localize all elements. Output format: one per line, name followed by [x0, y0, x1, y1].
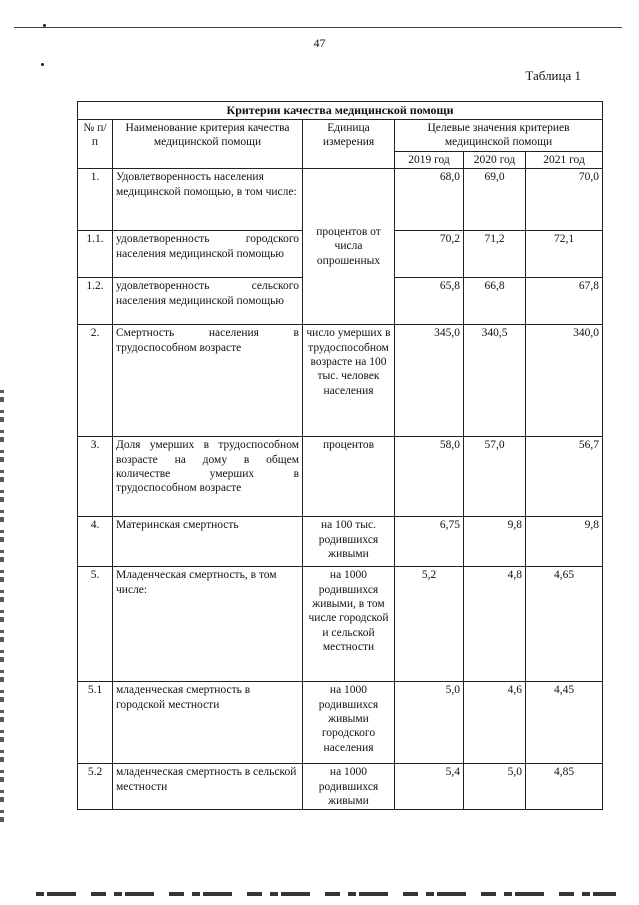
- scan-speck: [41, 63, 44, 66]
- value-2020: 69,0: [464, 169, 526, 231]
- header-row: [78, 120, 603, 152]
- value-2019: 68,0: [395, 169, 464, 231]
- scan-bottom-marks: [36, 892, 616, 896]
- row-name: младенческая смертность в сельской местности: [113, 764, 303, 810]
- row-unit: на 100 тыс. родившихся живыми: [303, 517, 395, 567]
- header-year-2019: 2019 год: [395, 151, 464, 168]
- value-2021: 4,45: [526, 682, 603, 764]
- value-2020: 5,0: [464, 764, 526, 810]
- table-row: [78, 764, 603, 810]
- value-2019: 65,8: [395, 278, 464, 325]
- row-num: 5.: [78, 567, 113, 682]
- header-year-2020: 2020 год: [464, 151, 526, 168]
- value-2019: 5,4: [395, 764, 464, 810]
- value-2020: 57,0: [464, 437, 526, 517]
- page-number: 47: [313, 36, 326, 50]
- value-2019: 6,75: [395, 517, 464, 567]
- value-2021: 4,65: [526, 567, 603, 682]
- row-name: Смертность населения в трудоспособном возрасте: [113, 325, 303, 437]
- table-row: [78, 567, 603, 682]
- table-row: [78, 517, 603, 567]
- value-2019: 5,2: [395, 567, 464, 682]
- row-name: удовлетворенность сельского населения медицинской помощью: [113, 278, 303, 325]
- value-2021: 340,0: [526, 325, 603, 437]
- value-2019: 5,0: [395, 682, 464, 764]
- row-unit: процентов от числа опрошенных: [303, 169, 395, 325]
- value-2021: 70,0: [526, 169, 603, 231]
- row-num: 5.2: [78, 764, 113, 810]
- row-num: 5.1: [78, 682, 113, 764]
- table-title-row: [78, 102, 603, 120]
- row-unit: процентов: [303, 437, 395, 517]
- value-2021: 9,8: [526, 517, 603, 567]
- value-2019: 345,0: [395, 325, 464, 437]
- table-title: Критерии качества медицинской помощи: [78, 102, 603, 120]
- header-name: Наименование критерия качества медицинской помощи: [113, 120, 303, 169]
- row-name: младенческая смертность в городской местности: [113, 682, 303, 764]
- value-2020: 4,6: [464, 682, 526, 764]
- row-unit: на 1000 родившихся живыми городского населения: [303, 682, 395, 764]
- row-unit: число умерших в трудоспособном возрасте на 100 тыс. человек населения: [303, 325, 395, 437]
- row-name: Удовлетворенность населения медицинской помощью, в том числе:: [113, 169, 303, 231]
- top-rule: [14, 27, 622, 28]
- value-2021: 56,7: [526, 437, 603, 517]
- value-2020: 340,5: [464, 325, 526, 437]
- value-2020: 4,8: [464, 567, 526, 682]
- row-name: удовлетворенность городского населения медицинской помощью: [113, 231, 303, 278]
- scan-speck: [43, 24, 46, 27]
- row-name: Младенческая смертность, в том числе:: [113, 567, 303, 682]
- row-num: 1.: [78, 169, 113, 231]
- table-row: [78, 169, 603, 231]
- row-num: 2.: [78, 325, 113, 437]
- table-row: [78, 325, 603, 437]
- row-name: Доля умерших в трудоспособном возрасте на дому в общем количестве умерших в трудоспособном возрасте: [113, 437, 303, 517]
- row-unit: на 1000 родившихся живыми: [303, 764, 395, 810]
- row-name: Материнская смертность: [113, 517, 303, 567]
- value-2020: 71,2: [464, 231, 526, 278]
- row-num: 1.2.: [78, 278, 113, 325]
- row-unit: на 1000 родившихся живыми, в том числе городской и сельской местности: [303, 567, 395, 682]
- header-targets: Целевые значения критериев медицинской помощи: [395, 120, 603, 152]
- value-2021: 72,1: [526, 231, 603, 278]
- header-year-2021: 2021 год: [526, 151, 603, 168]
- row-num: 3.: [78, 437, 113, 517]
- value-2021: 4,85: [526, 764, 603, 810]
- table-caption: Таблица 1: [525, 68, 581, 83]
- table-row: [78, 437, 603, 517]
- value-2019: 58,0: [395, 437, 464, 517]
- scan-margin-marks: [0, 390, 4, 830]
- header-num: № п/п: [78, 120, 113, 169]
- value-2020: 66,8: [464, 278, 526, 325]
- value-2019: 70,2: [395, 231, 464, 278]
- row-num: 4.: [78, 517, 113, 567]
- row-num: 1.1.: [78, 231, 113, 278]
- header-unit: Единица измерения: [303, 120, 395, 169]
- value-2020: 9,8: [464, 517, 526, 567]
- table-row: [78, 682, 603, 764]
- value-2021: 67,8: [526, 278, 603, 325]
- criteria-table: [77, 101, 603, 810]
